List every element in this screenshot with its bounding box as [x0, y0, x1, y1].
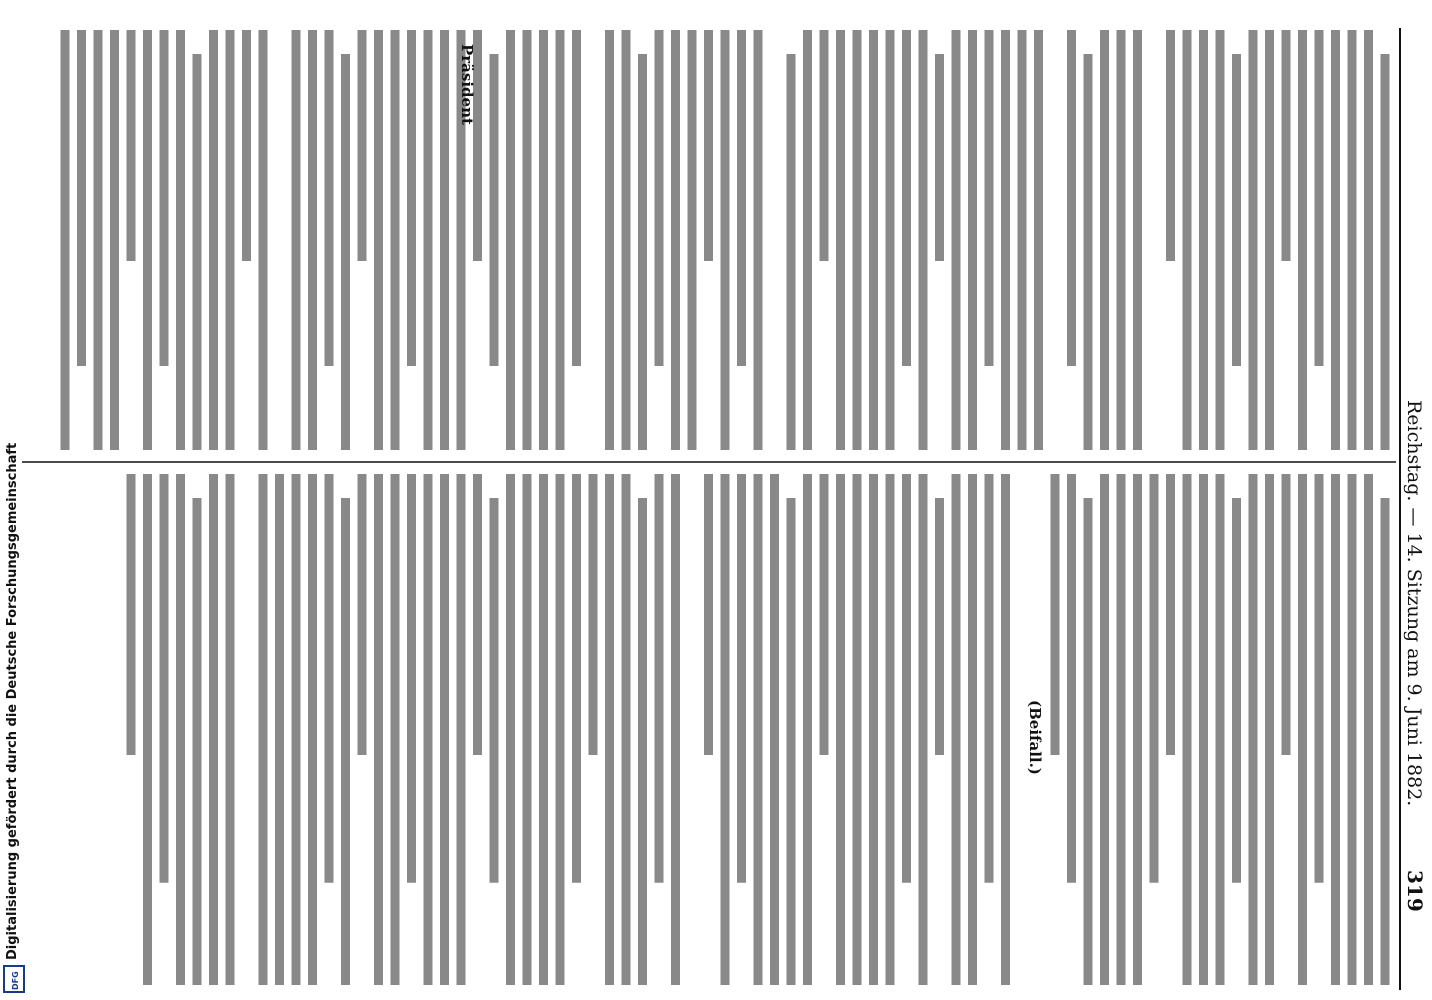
funding-credit: Digitalisierung gefördert durch die Deutsche Forschungsgemeinschaft [5, 442, 20, 960]
header-area [1400, 28, 1427, 990]
interjection-beifall: (Beifall.) [1026, 700, 1044, 775]
column-left-text [65, 30, 1385, 450]
credit-strip [4, 443, 24, 992]
page-number: 319 [1403, 870, 1427, 912]
speaker-label-president: Präsident [458, 44, 476, 125]
running-head: Reichstag. — 14. Sitzung am 9. Juni 1882. [1403, 400, 1425, 807]
column-right-text [131, 474, 1385, 985]
dfg-logo-text: DFG [11, 971, 20, 990]
